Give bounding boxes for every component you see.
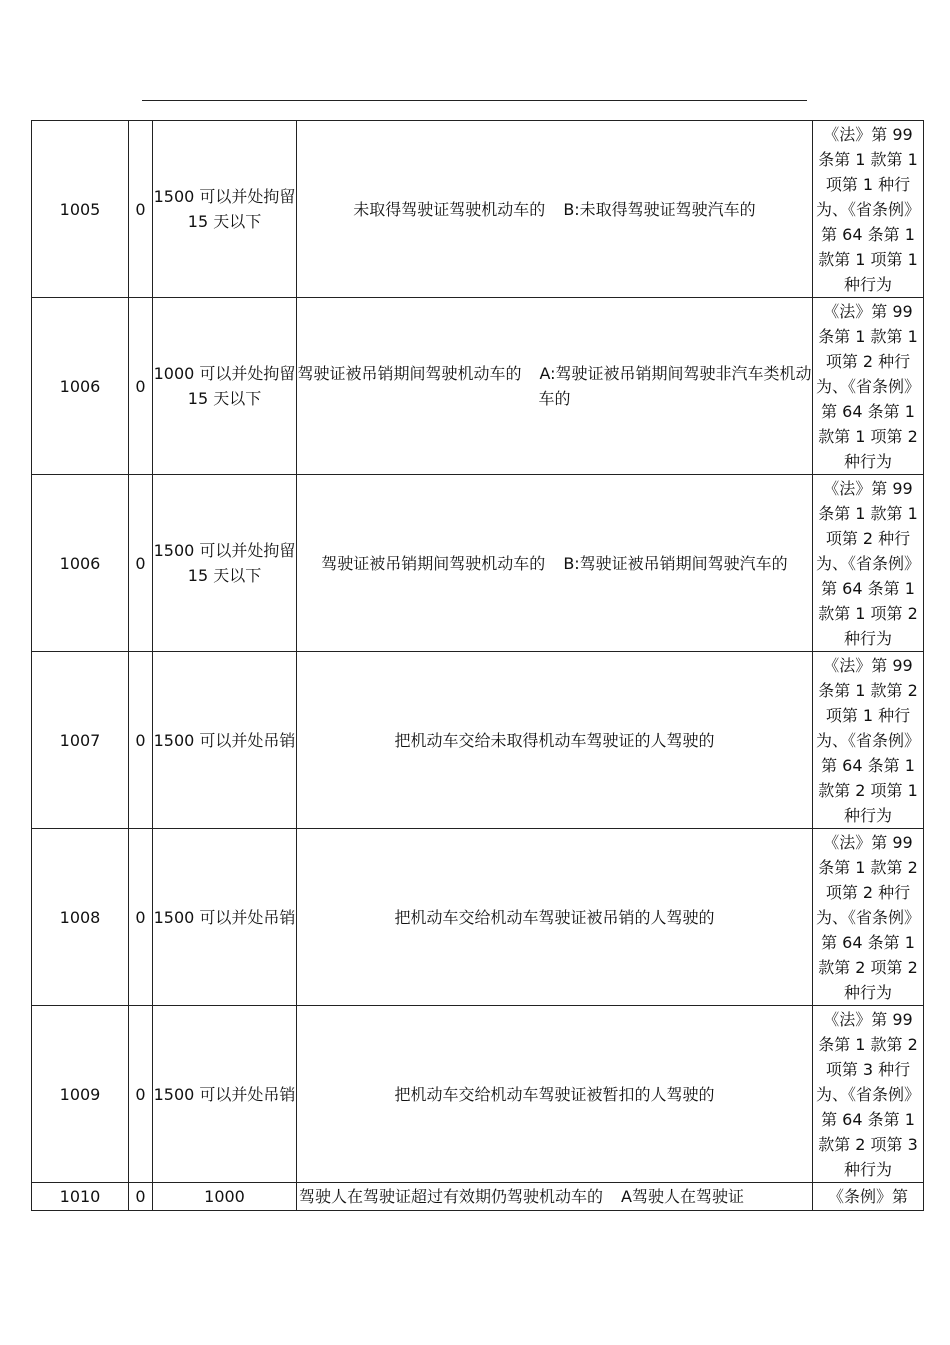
violation-subtype: A驾驶人在驾驶证 <box>621 1187 744 1206</box>
penalty-points: 0 <box>129 652 153 829</box>
violation-code: 1008 <box>32 829 129 1006</box>
legal-basis: 《条例》第 <box>813 1183 924 1211</box>
violation-text: 驾驶证被吊销期间驾驶机动车的 <box>321 553 546 573</box>
penalty-points: 0 <box>129 829 153 1006</box>
legal-basis: 《法》第 99 条第 1 款第 1 项第 1 种行 为、《省条例》 第 64 条第 1 款第 1 项第 1 种行为 <box>813 121 924 298</box>
fine-penalty: 1500 可以并处拘留 15 天以下 <box>153 475 297 652</box>
legal-basis: 《法》第 99 条第 1 款第 2 项第 3 种行 为、《省条例》 第 64 条第 1 款第 2 项第 3 种行为 <box>813 1006 924 1183</box>
violation-code: 1010 <box>32 1183 129 1211</box>
violation-code: 1006 <box>32 298 129 475</box>
fine-penalty: 1500 可以并处吊销 <box>153 829 297 1006</box>
violation-description <box>297 1183 813 1211</box>
violation-subtype: B:未取得驾驶证驾驶汽车的 <box>563 199 756 219</box>
violation-description: 把机动车交给未取得机动车驾驶证的人驾驶的 <box>297 652 813 829</box>
violation-code: 1007 <box>32 652 129 829</box>
legal-basis: 《法》第 99 条第 1 款第 2 项第 1 种行 为、《省条例》 第 64 条第 1 款第 2 项第 1 种行为 <box>813 652 924 829</box>
violation-text: 未取得驾驶证驾驶机动车的 <box>353 199 546 219</box>
table-row <box>32 829 924 1006</box>
header-rule <box>142 100 807 101</box>
fine-penalty: 1000 <box>153 1183 297 1211</box>
violation-code: 1005 <box>32 121 129 298</box>
fine-penalty: 1500 可以并处拘留 15 天以下 <box>153 121 297 298</box>
table-row <box>32 1006 924 1183</box>
legal-basis: 《法》第 99 条第 1 款第 1 项第 2 种行 为、《省条例》 第 64 条第 1 款第 1 项第 2 种行为 <box>813 298 924 475</box>
violation-description <box>297 121 813 298</box>
table-row <box>32 1183 924 1211</box>
fine-penalty: 1500 可以并处吊销 <box>153 652 297 829</box>
violation-text: 驾驶人在驾驶证超过有效期仍驾驶机动车的 <box>299 1187 604 1206</box>
violation-table <box>31 120 924 1211</box>
penalty-points: 0 <box>129 121 153 298</box>
violation-description: 把机动车交给机动车驾驶证被吊销的人驾驶的 <box>297 829 813 1006</box>
penalty-points: 0 <box>129 1006 153 1183</box>
violation-code: 1009 <box>32 1006 129 1183</box>
table-row <box>32 652 924 829</box>
table-row <box>32 475 924 652</box>
legal-basis: 《法》第 99 条第 1 款第 2 项第 2 种行 为、《省条例》 第 64 条第 1 款第 2 项第 2 种行为 <box>813 829 924 1006</box>
fine-penalty: 1000 可以并处拘留 15 天以下 <box>153 298 297 475</box>
violation-text: 驾驶证被吊销期间驾驶机动车的 <box>297 364 522 383</box>
violation-subtype: A:驾驶证被吊销期间驾驶非汽车类机动车的 <box>538 364 812 408</box>
legal-basis: 《法》第 99 条第 1 款第 1 项第 2 种行 为、《省条例》 第 64 条第 1 款第 1 项第 2 种行为 <box>813 475 924 652</box>
violation-description <box>297 298 813 475</box>
violation-description: 把机动车交给机动车驾驶证被暂扣的人驾驶的 <box>297 1006 813 1183</box>
penalty-points: 0 <box>129 475 153 652</box>
table-row <box>32 121 924 298</box>
violation-code: 1006 <box>32 475 129 652</box>
fine-penalty: 1500 可以并处吊销 <box>153 1006 297 1183</box>
table-row <box>32 298 924 475</box>
penalty-points: 0 <box>129 1183 153 1211</box>
penalty-points: 0 <box>129 298 153 475</box>
violation-description <box>297 475 813 652</box>
violation-subtype: B:驾驶证被吊销期间驾驶汽车的 <box>563 553 788 573</box>
